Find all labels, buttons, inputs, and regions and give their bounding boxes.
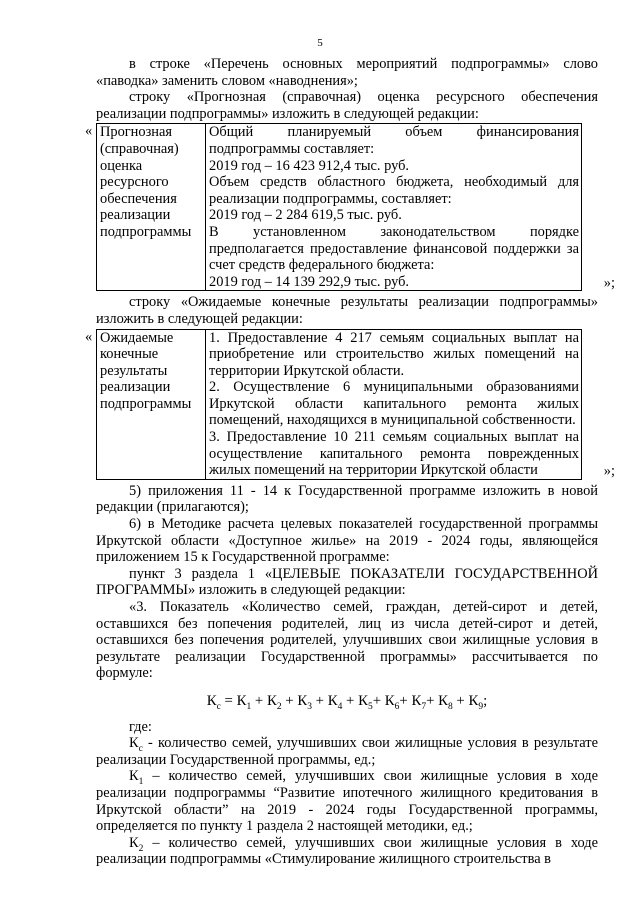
paragraph-flood-word: в строке «Перечень основных мероприятий подпрограммы» слово «паводка» заменить словом «наводнения»; — [96, 56, 598, 89]
paragraph-methodology: 6) в Методике расчета целевых показателей государственной программы Иркутской области «Доступное жилье» на 2019 - 2024 годы, являющейся приложением 15 к Государственной программе: — [96, 516, 598, 566]
result-item-3: 3. Предоставление 10 211 семьям социальных выплат на осуществление капитального ремонта поврежденных жилых помещений на территории Иркутской области — [209, 429, 579, 479]
page-number: 5 — [317, 37, 323, 49]
paragraph-results-intro: строку «Ожидаемые конечные результаты реализации подпрограммы» изложить в следующей редакции: — [96, 294, 598, 327]
definition-kc: $К_с$ - количество семей, улучшивших свои жилищные условия в результате реализации Государственной программы, ед.; — [96, 735, 598, 768]
results-table-block — [85, 328, 615, 480]
document-body — [85, 56, 615, 868]
federal-budget-text: В установленном законодательством порядке предполагается предоставление финансовой поддержки за счет средств федерального бюджета: — [209, 223, 579, 274]
formula: $К_с = К_1 + К_2 + К_3 + К_4 + К_5+ К_6+ К_7+ К_8 + К_9$; — [206, 692, 488, 712]
paragraph-section-heading: пункт 3 раздела 1 «ЦЕЛЕВЫЕ ПОКАЗАТЕЛИ ГОСУДАРСТВЕННОЙ ПРОГРАММЫ» изложить в следующей редакции: — [96, 565, 598, 599]
regional-budget-value: 2019 год – 2 284 619,5 тыс. руб. — [209, 207, 402, 224]
total-funding-value: 2019 год – 16 423 912,4 тыс. руб. — [209, 157, 410, 174]
results-table-label: Ожидаемые конечные результаты реализации подпрограммы — [97, 329, 206, 479]
where-label: где: — [129, 718, 152, 735]
result-item-2: 2. Осуществление 6 муниципальными образованиями Иркутской области капитального ремонта жилых помещений, находящихся в муниципальной собственности. — [209, 379, 579, 429]
definition-k1: $К_1$ – количество семей, улучшивших свои жилищные условия в ходе реализации подпрограммы “Развитие ипотечного жилищного кредитования в Иркутской области” на 2019 - 2024 годы Государственной программы, определяется по пункту 1 раздела 2 настоящей методики, ед.; — [96, 768, 598, 835]
table-row — [97, 329, 582, 479]
paragraph-appendices: 5) приложения 11 - 14 к Государственной программе изложить в новой редакции (прилагаются); — [96, 482, 598, 516]
results-table — [96, 329, 582, 480]
result-item-1: 1. Предоставление 4 217 семьям социальных выплат на приобретение или строительство жилых помещений на территории Иркутской области. — [209, 329, 579, 379]
paragraph-resource-intro: строку «Прогнозная (справочная) оценка ресурсного обеспечения реализации подпрограммы» изложить в следующей редакции: — [96, 89, 598, 122]
federal-budget-value: 2019 год – 14 139 292,9 тыс. руб. — [209, 273, 410, 290]
table-close-quote: »; — [603, 274, 615, 291]
resource-table-content — [206, 124, 582, 291]
resource-table-label: Прогнозная (справочная) оценка ресурсного обеспечения реализации подпрограммы — [97, 124, 206, 291]
resource-table-block — [85, 123, 615, 291]
paragraph-indicator: «3. Показатель «Количество семей, граждан, детей-сирот и детей, оставшихся без попечения родителей, лиц из числа детей-сирот и детей, оставшихся без попечения родителей, улучшивших свои жилищные условия в результате реализации Государственной программы» рассчитывается по формуле: — [96, 599, 598, 682]
table-close-quote: »; — [603, 463, 615, 480]
regional-budget-text: Объем средств областного бюджета, необходимый для реализации подпрограммы, составляет: — [209, 174, 579, 207]
definition-k2: $К_2$ – количество семей, улучшивших свои жилищные условия в ходе реализации подпрограммы «Стимулирование жилищного строительства в — [96, 834, 598, 868]
table-open-quote: « — [85, 123, 93, 140]
table-open-quote: « — [85, 328, 93, 345]
resource-table — [96, 123, 582, 291]
results-table-content — [206, 329, 582, 479]
total-funding-text: Общий планируемый объем финансирования подпрограммы составляет: — [209, 124, 579, 157]
table-row — [97, 124, 582, 291]
